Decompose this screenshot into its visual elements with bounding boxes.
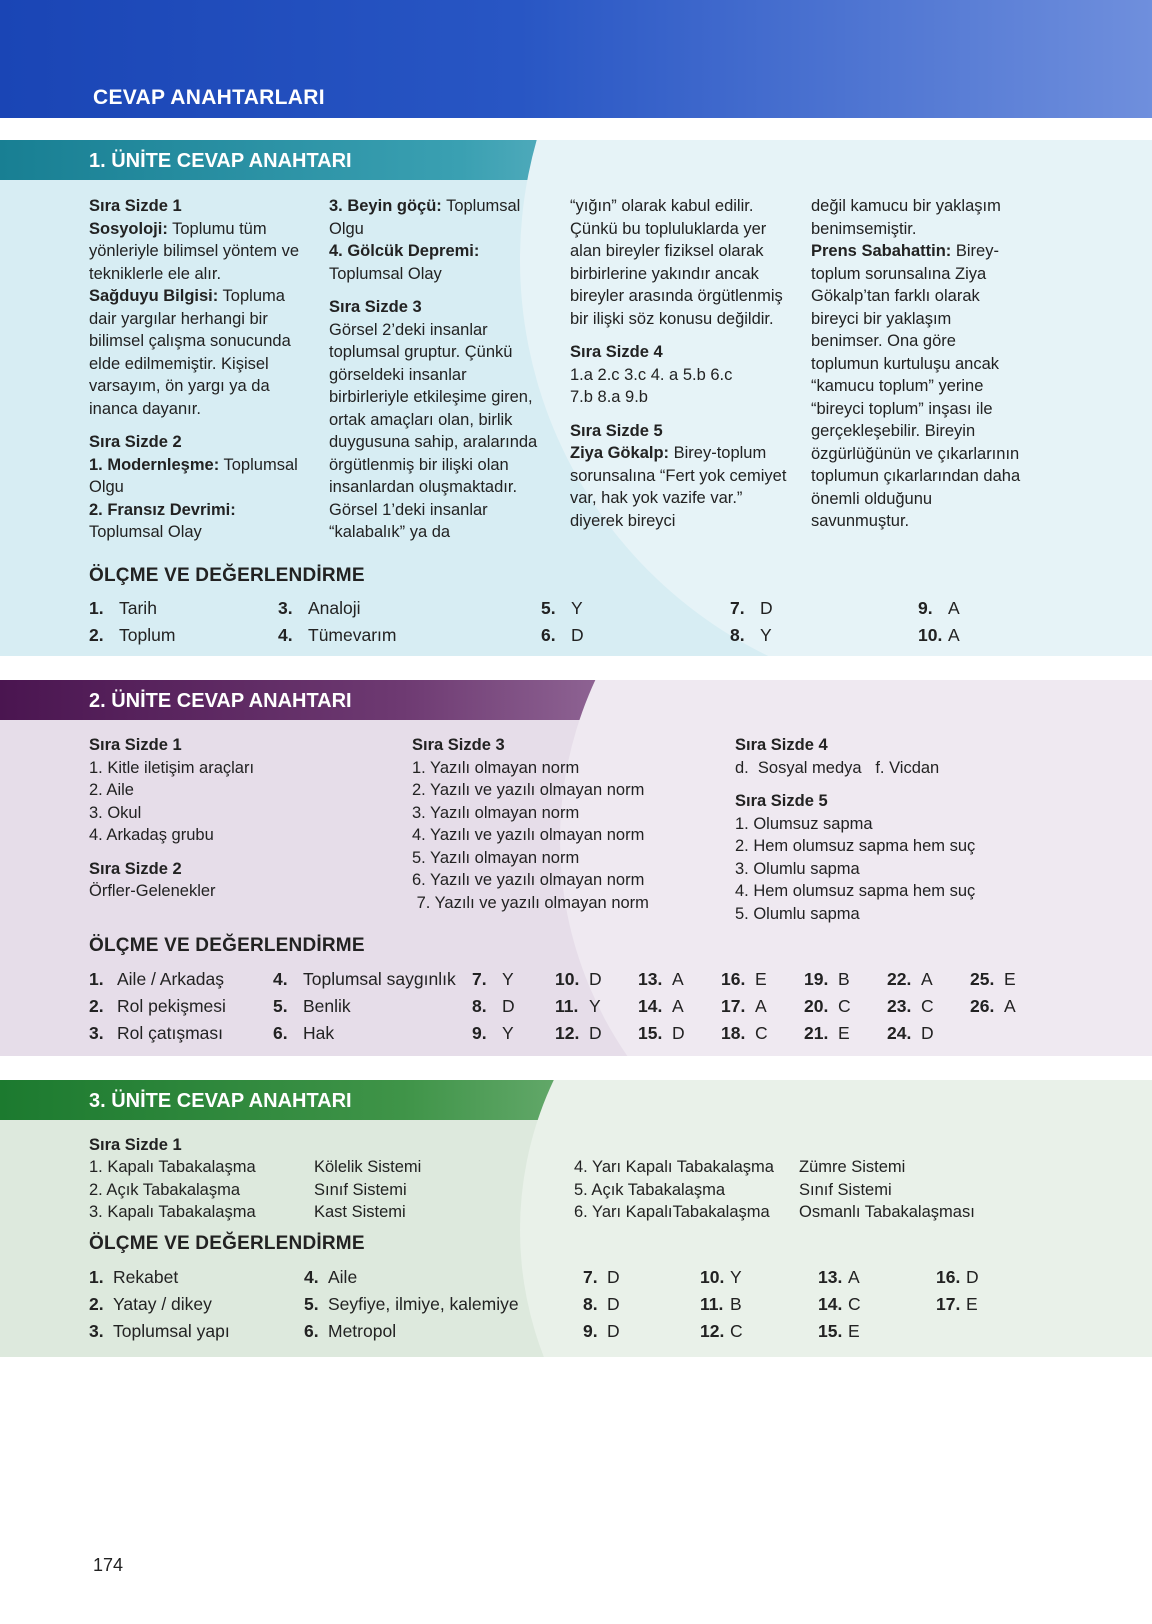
answer-item: 17. A	[721, 996, 767, 1016]
answer-item: 17. E	[936, 1294, 978, 1314]
answer-item: 14. C	[818, 1294, 861, 1314]
answer-item: 15. E	[818, 1321, 860, 1341]
answer-item: 2. Toplum	[89, 625, 176, 645]
answer-item: 5. Seyfiye, ilmiye, kalemiye	[304, 1294, 519, 1314]
unit1-col3: “yığın” olarak kabul edilir. Çünkü bu topluluklarda yer alan bireyler fiziksel olarak birbirlerine yakındır ancak bireyler arasında örgütlenmiş bir ilişki söz konusu değildir. Sıra Sizde 4 1.a 2.c 3.c 4. a 5.b 6.c 7.b 8.a 9.b Sıra Sizde 5 Ziya Gökalp: Birey-toplum sorunsalına “Fert yok cemiyet var, hak yok vazife var.” diyerek bireyci	[570, 197, 787, 530]
unit3-right-pairs: 4. Yarı Kapalı Tabakalaşma Zümre Sistemi 5. Açık Tabakalaşma Sınıf Sistemi 6. Yarı KapalıTabakalaşma Osmanlı Tabakalaşması	[574, 1158, 975, 1221]
answer-item: 5. Benlik	[273, 996, 351, 1016]
answer-item: 7. D	[583, 1267, 620, 1287]
answer-item: 7. D	[730, 598, 773, 618]
answer-item: 26. A	[970, 996, 1016, 1016]
answer-item: 20. C	[804, 996, 851, 1016]
answer-item: 3. Analoji	[278, 598, 361, 618]
answer-item: 2. Yatay / dikey	[89, 1294, 212, 1314]
answer-item: 11. B	[700, 1294, 742, 1314]
unit3-section	[0, 1080, 1152, 1357]
answer-item: 10. Y	[700, 1267, 742, 1287]
answer-item: 22. A	[887, 969, 933, 989]
unit2-title: 2. ÜNİTE CEVAP ANAHTARI	[89, 690, 352, 712]
unit2-assessment-title: ÖLÇME VE DEĞERLENDİRME	[89, 935, 365, 956]
answer-item: 4. Toplumsal saygınlık	[273, 969, 456, 989]
answer-item: 12. C	[700, 1321, 743, 1341]
answer-item: 1. Tarih	[89, 598, 157, 618]
unit3-left-pairs: 1. Kapalı Tabakalaşma Kölelik Sistemi 2. Açık Tabakalaşma Sınıf Sistemi 3. Kapalı Tabakalaşma Kast Sistemi	[89, 1158, 422, 1221]
answer-item: 9. D	[583, 1321, 620, 1341]
answer-item: 24. D	[887, 1023, 934, 1043]
answer-item: 13. A	[638, 969, 684, 989]
answer-item: 8. Y	[730, 625, 772, 645]
answer-item: 9. Y	[472, 1023, 514, 1043]
answer-item: 11. Y	[555, 996, 601, 1016]
unit3-assessment-title: ÖLÇME VE DEĞERLENDİRME	[89, 1233, 365, 1254]
subheading: Sıra Sizde 2	[89, 433, 182, 451]
answer-item: 8. D	[583, 1294, 620, 1314]
answer-item: 7. Y	[472, 969, 514, 989]
header-bar	[0, 0, 1152, 118]
answer-item: 18. C	[721, 1023, 768, 1043]
answer-item: 3. Toplumsal yapı	[89, 1321, 230, 1341]
subheading: Sıra Sizde 5	[735, 792, 828, 810]
answer-item: 16. E	[721, 969, 767, 989]
subheading: Sıra Sizde 2	[89, 859, 182, 878]
answer-item: 19. B	[804, 969, 850, 989]
unit1-section	[0, 140, 1152, 656]
unit2-section	[0, 680, 1152, 1056]
answer-item: 8. D	[472, 996, 515, 1016]
answer-item: 14. A	[638, 996, 684, 1016]
unit1-assessment-title: ÖLÇME VE DEĞERLENDİRME	[89, 565, 365, 586]
unit3-sira-sizde	[89, 1134, 569, 1157]
subheading: Sıra Sizde 1	[89, 1136, 182, 1154]
subheading: Sıra Sizde 1	[89, 736, 182, 754]
answer-item: 12. D	[555, 1023, 602, 1043]
answer-item: 3. Rol çatışması	[89, 1023, 223, 1043]
answer-item: 21. E	[804, 1023, 850, 1043]
unit1-title: 1. ÜNİTE CEVAP ANAHTARI	[89, 150, 352, 172]
unit2-col3: Sıra Sizde 4 d. Sosyal medya f. Vicdan Sıra Sizde 5 1. Olumsuz sapma 2. Hem olumsuz sapma hem suç 3. Olumlu sapma 4. Hem olumsuz sapma hem suç 5. Olumlu sapma	[735, 736, 976, 923]
answer-item: 6. Metropol	[304, 1321, 397, 1341]
unit1-col1: Sıra Sizde 1 Sosyoloji: Toplumu tüm yönleriyle bilimsel yöntem ve tekniklerle ele alır. Sağduyu Bilgisi: Topluma dair yargılar herhangi bir bilimsel çalışma sonucunda elde edilmemiştir. Kişisel varsayım, ön yargı ya da inanca dayanır. Sıra Sizde 2 1. Modernleşme: Toplumsal Olgu 2. Fransız Devrimi: Toplumsal Olay	[89, 197, 299, 541]
answer-item: 15. D	[638, 1023, 685, 1043]
answer-item: 16. D	[936, 1267, 979, 1287]
subheading: Sıra Sizde 4	[570, 343, 663, 361]
answer-item: 9. A	[918, 598, 960, 618]
unit1-col2: 3. Beyin göçü: Toplumsal Olgu 4. Gölcük Depremi: Toplumsal Olay Sıra Sizde 3 Görsel 2’deki insanlar toplumsal gruptur. Çünkü görseldeki insanlar birbirleriyle etkileşime giren, ortak amaçları olan, birlik duygusuna sahip, aralarında örgütlenmiş bir ilişki olan insanlardan oluşmaktadır. Görsel 1’deki insanlar “kalabalık” ya da	[329, 197, 538, 541]
unit3-title: 3. ÜNİTE CEVAP ANAHTARI	[89, 1090, 352, 1112]
page-number: 174	[93, 1555, 124, 1575]
unit2-col1: Sıra Sizde 1 1. Kitle iletişim araçları 2. Aile 3. Okul 4. Arkadaş grubu Sıra Sizde 2 Örfler-Gelenekler	[89, 736, 255, 900]
answer-item: 13. A	[818, 1267, 860, 1287]
answer-item: 6. D	[541, 625, 584, 645]
unit1-col4: değil kamucu bir yaklaşım benimsemiştir. Prens Sabahattin: Birey-toplum sorunsalına Ziya Gökalp’tan farklı olarak bireyci bir yaklaşım benimser. Ona göre toplumun kurtuluşu ancak “kamucu toplum” yerine “bireyci toplum” inşası ile gerçekleşebilir. Bireyin özgürlüğünün ve çıkarlarının toplumun çıkarlarından daha önemli olduğunu savunmuştur.	[811, 197, 1021, 530]
subheading: Sıra Sizde 5	[570, 421, 663, 440]
answer-item: 5. Y	[541, 598, 583, 618]
answer-item: 23. C	[887, 996, 934, 1016]
answer-item: 10. A	[918, 625, 960, 645]
subheading: Sıra Sizde 1	[89, 197, 182, 215]
answer-item: 1. Rekabet	[89, 1267, 179, 1287]
answer-item: 25. E	[970, 969, 1016, 989]
answer-item: 4. Tümevarım	[278, 625, 397, 645]
subheading: Sıra Sizde 3	[329, 298, 422, 316]
subheading: Sıra Sizde 4	[735, 736, 828, 754]
answer-item: 2. Rol pekişmesi	[89, 996, 226, 1016]
answer-item: 6. Hak	[273, 1023, 335, 1043]
answer-item: 1. Aile / Arkadaş	[89, 969, 224, 989]
unit2-col2: Sıra Sizde 3 1. Yazılı olmayan norm 2. Yazılı ve yazılı olmayan norm 3. Yazılı olmayan norm 4. Yazılı ve yazılı olmayan norm 5. Yazılı olmayan norm 6. Yazılı ve yazılı olmayan norm 7. Yazılı ve yazılı olmayan norm	[412, 736, 649, 912]
page-title: CEVAP ANAHTARLARI	[93, 86, 325, 109]
subheading: Sıra Sizde 3	[412, 736, 505, 754]
answer-item: 10. D	[555, 969, 602, 989]
answer-item: 4. Aile	[304, 1267, 358, 1287]
